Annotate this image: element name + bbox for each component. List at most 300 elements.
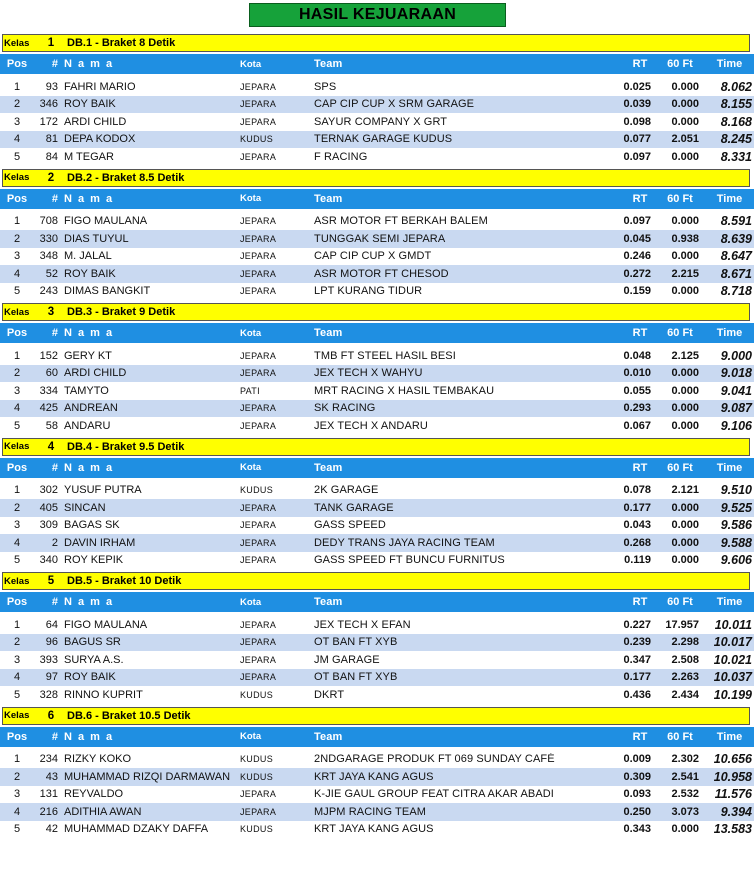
- results-list: [0, 34, 754, 838]
- sixty-ft-time-cell: 0.000: [671, 250, 699, 263]
- reaction-time-cell: 0.177: [623, 501, 651, 514]
- reaction-time-cell: 0.268: [623, 536, 651, 549]
- position-cell: 2: [13, 232, 21, 245]
- racer-name-cell: SURYA A.S.: [64, 653, 124, 666]
- city-cell: KUDUS: [240, 754, 274, 765]
- column-header-position: Pos: [6, 461, 28, 474]
- sixty-ft-time-cell: 0.000: [671, 285, 699, 298]
- racer-name-cell: M. JALAL: [64, 250, 112, 263]
- class-section: [0, 303, 754, 435]
- racer-name-cell: ROY KEPIK: [64, 554, 124, 567]
- racer-number-cell: 216: [39, 805, 58, 818]
- racer-name-cell: ARDI CHILD: [64, 115, 127, 128]
- city-cell: KUDUS: [240, 771, 274, 782]
- reaction-time-cell: 0.093: [623, 788, 651, 801]
- position-cell: 3: [13, 653, 21, 666]
- team-name-cell: ASR MOTOR FT BERKAH BALEM: [314, 215, 488, 228]
- position-cell: 3: [13, 519, 21, 532]
- finish-time-cell: 10.037: [713, 670, 752, 685]
- class-section: [0, 707, 754, 839]
- column-header-finish-time: Time: [716, 596, 743, 608]
- sixty-ft-time-cell: 0.000: [671, 402, 699, 415]
- racer-name-cell: BAGUS SR: [64, 636, 121, 649]
- racer-name-cell: MUHAMMAD RIZQI DARMAWAN: [64, 770, 231, 783]
- sixty-ft-time-cell: 0.000: [671, 150, 699, 163]
- table-row: [0, 382, 754, 400]
- class-title-bar: [2, 303, 750, 321]
- finish-time-cell: 9.041: [720, 383, 752, 398]
- racer-number-cell: 708: [39, 215, 58, 228]
- column-header-city: Kota: [240, 596, 262, 608]
- column-header-row: [0, 592, 754, 612]
- sixty-ft-time-cell: 0.000: [671, 115, 699, 128]
- column-header-row: [0, 458, 754, 478]
- finish-time-cell: 9.606: [720, 553, 752, 568]
- position-cell: 4: [13, 402, 21, 415]
- racer-name-cell: BAGAS SK: [64, 519, 120, 532]
- column-header-racer-name: N a m a: [64, 327, 114, 339]
- city-cell: JEPARA: [240, 99, 277, 110]
- table-row: [0, 634, 754, 652]
- column-header-finish-time: Time: [716, 730, 743, 743]
- column-header-reaction-time: RT: [632, 58, 648, 70]
- city-cell: JEPARA: [240, 520, 277, 531]
- table-row: [0, 751, 754, 769]
- column-header-position: Pos: [6, 327, 28, 339]
- finish-time-cell: 8.647: [720, 249, 752, 264]
- finish-time-cell: 8.718: [720, 284, 752, 299]
- racer-number-cell: 93: [45, 80, 58, 93]
- column-header-city: Kota: [240, 731, 262, 742]
- sixty-ft-time-cell: 0.000: [671, 554, 699, 567]
- sixty-ft-time-cell: 0.938: [671, 232, 699, 245]
- city-cell: JEPARA: [240, 216, 277, 227]
- sixty-ft-time-cell: 0.000: [671, 215, 699, 228]
- position-cell: 4: [13, 536, 21, 549]
- table-row: [0, 651, 754, 669]
- sixty-ft-time-cell: 3.073: [671, 805, 699, 818]
- city-cell: JEPARA: [240, 806, 277, 817]
- class-section: [0, 34, 754, 166]
- racer-number-cell: 340: [39, 554, 58, 567]
- city-cell: JEPARA: [240, 151, 277, 162]
- finish-time-cell: 9.394: [720, 804, 752, 819]
- finish-time-cell: 9.510: [720, 483, 752, 498]
- class-name: DB.1 - Braket 8 Detik: [67, 37, 176, 49]
- team-name-cell: SK RACING: [314, 402, 376, 415]
- reaction-time-cell: 0.309: [623, 770, 651, 783]
- class-number: 1: [47, 37, 55, 49]
- team-name-cell: MJPM RACING TEAM: [314, 805, 427, 818]
- column-header-racer-number: #: [51, 58, 58, 70]
- racer-name-cell: SINCAN: [64, 501, 106, 514]
- racer-number-cell: 405: [39, 501, 58, 514]
- position-cell: 5: [13, 688, 21, 701]
- position-cell: 4: [13, 267, 21, 280]
- column-header-row: [0, 54, 754, 74]
- reaction-time-cell: 0.177: [623, 671, 651, 684]
- team-name-cell: KRT JAYA KANG AGUS: [314, 770, 434, 783]
- position-cell: 2: [13, 636, 21, 649]
- table-row: [0, 686, 754, 704]
- reaction-time-cell: 0.119: [624, 554, 651, 567]
- city-cell: KUDUS: [240, 824, 274, 835]
- city-cell: PATI: [240, 385, 260, 396]
- position-cell: 2: [13, 770, 21, 783]
- table-row: [0, 786, 754, 804]
- table-row: [0, 78, 754, 96]
- reaction-time-cell: 0.436: [623, 688, 651, 701]
- racer-name-cell: ADITHIA AWAN: [64, 805, 142, 818]
- team-name-cell: MRT RACING X HASIL TEMBAKAU: [314, 384, 495, 397]
- city-cell: JEPARA: [240, 368, 277, 379]
- column-header-city: Kota: [240, 58, 262, 70]
- finish-time-cell: 10.958: [713, 769, 752, 784]
- racer-name-cell: REYVALDO: [64, 788, 124, 801]
- position-cell: 4: [13, 805, 21, 818]
- reaction-time-cell: 0.097: [623, 215, 651, 228]
- table-row: [0, 482, 754, 500]
- column-header-racer-number: #: [51, 461, 58, 474]
- city-cell: JEPARA: [240, 233, 277, 244]
- city-cell: JEPARA: [240, 81, 277, 92]
- team-name-cell: DKRT: [314, 688, 345, 701]
- racer-name-cell: TAMYTO: [64, 384, 109, 397]
- team-name-cell: JEX TECH X WAHYU: [314, 367, 423, 380]
- finish-time-cell: 9.586: [720, 518, 752, 533]
- city-cell: KUDUS: [240, 485, 274, 496]
- table-row: [0, 265, 754, 283]
- class-label: Kelas: [4, 172, 30, 183]
- class-title-bar: [2, 572, 750, 590]
- table-row: [0, 768, 754, 786]
- column-header-racer-number: #: [51, 730, 58, 743]
- team-name-cell: OT BAN FT XYB: [314, 671, 398, 684]
- class-title-bar: [2, 707, 750, 725]
- reaction-time-cell: 0.039: [623, 98, 651, 111]
- reaction-time-cell: 0.045: [623, 232, 651, 245]
- finish-time-cell: 10.199: [713, 687, 752, 702]
- column-header-racer-name: N a m a: [64, 461, 114, 474]
- table-row: [0, 248, 754, 266]
- class-label: Kelas: [4, 441, 30, 452]
- column-header-position: Pos: [6, 58, 28, 70]
- city-cell: JEPARA: [240, 403, 277, 414]
- city-cell: JEPARA: [240, 555, 277, 566]
- position-cell: 3: [13, 115, 21, 128]
- sixty-ft-time-cell: 2.532: [671, 788, 699, 801]
- position-cell: 1: [13, 618, 21, 631]
- reaction-time-cell: 0.077: [623, 133, 651, 146]
- racer-name-cell: ROY BAIK: [64, 671, 116, 684]
- table-row: [0, 365, 754, 383]
- column-header-racer-name: N a m a: [64, 58, 114, 70]
- table-row: [0, 131, 754, 149]
- reaction-time-cell: 0.009: [623, 753, 651, 766]
- class-label: Kelas: [4, 575, 30, 587]
- reaction-time-cell: 0.239: [623, 636, 651, 649]
- reaction-time-cell: 0.043: [623, 519, 651, 532]
- page-title: HASIL KEJUARAAN: [249, 3, 506, 27]
- team-name-cell: GASS SPEED: [314, 519, 386, 532]
- team-name-cell: DEDY TRANS JAYA RACING TEAM: [314, 536, 495, 549]
- table-row: [0, 803, 754, 821]
- column-header-reaction-time: RT: [632, 730, 648, 743]
- column-header-racer-number: #: [51, 192, 58, 205]
- sixty-ft-time-cell: 17.957: [665, 618, 699, 631]
- class-label: Kelas: [4, 306, 30, 318]
- table-row: [0, 517, 754, 535]
- finish-time-cell: 9.018: [720, 366, 752, 381]
- reaction-time-cell: 0.067: [623, 419, 651, 432]
- column-header-reaction-time: RT: [632, 192, 648, 205]
- class-label: Kelas: [4, 37, 30, 49]
- sixty-ft-time-cell: 2.434: [671, 688, 699, 701]
- finish-time-cell: 13.583: [713, 822, 752, 837]
- racer-name-cell: ARDI CHILD: [64, 367, 127, 380]
- class-title-bar: [2, 438, 750, 456]
- city-cell: JEPARA: [240, 116, 277, 127]
- column-header-team-name: Team: [314, 58, 343, 70]
- racer-name-cell: RINNO KUPRIT: [64, 688, 143, 701]
- team-name-cell: F RACING: [314, 150, 368, 163]
- city-cell: JEPARA: [240, 637, 277, 648]
- finish-time-cell: 10.017: [713, 635, 752, 650]
- position-cell: 3: [13, 384, 21, 397]
- class-section: [0, 438, 754, 570]
- class-title-bar: [2, 169, 750, 187]
- finish-time-cell: 8.331: [720, 149, 752, 164]
- position-cell: 5: [13, 419, 21, 432]
- column-header-sixty-ft-time: 60 Ft: [667, 730, 693, 743]
- city-cell: JEPARA: [240, 251, 277, 262]
- column-header-position: Pos: [6, 596, 28, 608]
- team-name-cell: SAYUR COMPANY X GRT: [314, 115, 448, 128]
- racer-name-cell: ROY BAIK: [64, 267, 116, 280]
- reaction-time-cell: 0.227: [623, 618, 651, 631]
- racer-number-cell: 243: [39, 285, 58, 298]
- finish-time-cell: 9.000: [720, 348, 752, 363]
- team-name-cell: JEX TECH X ANDARU: [314, 419, 428, 432]
- racer-name-cell: FIGO MAULANA: [64, 215, 148, 228]
- table-row: [0, 534, 754, 552]
- racer-number-cell: 84: [45, 150, 58, 163]
- team-name-cell: CAP CIP CUP X SRM GARAGE: [314, 98, 475, 111]
- position-cell: 1: [13, 215, 21, 228]
- racer-number-cell: 302: [39, 484, 58, 497]
- city-cell: JEPARA: [240, 672, 277, 683]
- reaction-time-cell: 0.272: [623, 267, 651, 280]
- team-name-cell: TANK GARAGE: [314, 501, 394, 514]
- sixty-ft-time-cell: 2.508: [671, 653, 699, 666]
- finish-time-cell: 9.525: [720, 500, 752, 515]
- racer-name-cell: FAHRI MARIO: [64, 80, 136, 93]
- racer-number-cell: 172: [39, 115, 58, 128]
- column-header-city: Kota: [240, 327, 262, 339]
- class-number: 5: [47, 575, 55, 587]
- finish-time-cell: 8.245: [720, 132, 752, 147]
- column-header-row: [0, 323, 754, 343]
- sixty-ft-time-cell: 2.051: [671, 133, 699, 146]
- racer-number-cell: 131: [39, 788, 58, 801]
- city-cell: JEPARA: [240, 268, 277, 279]
- class-title-bar: [2, 34, 750, 52]
- team-name-cell: ASR MOTOR FT CHESOD: [314, 267, 449, 280]
- class-label: Kelas: [4, 710, 30, 721]
- class-section: [0, 169, 754, 301]
- reaction-time-cell: 0.098: [623, 115, 651, 128]
- finish-time-cell: 8.155: [720, 97, 752, 112]
- class-name: DB.6 - Braket 10.5 Detik: [67, 709, 191, 722]
- column-header-reaction-time: RT: [632, 596, 648, 608]
- team-name-cell: 2K GARAGE: [314, 484, 379, 497]
- column-header-finish-time: Time: [716, 461, 743, 474]
- team-name-cell: TUNGGAK SEMI JEPARA: [314, 232, 446, 245]
- racer-name-cell: ANDARU: [64, 419, 111, 432]
- racer-number-cell: 309: [39, 519, 58, 532]
- sixty-ft-time-cell: 0.000: [671, 419, 699, 432]
- position-cell: 4: [13, 133, 21, 146]
- column-header-team-name: Team: [314, 730, 343, 743]
- racer-number-cell: 330: [39, 232, 58, 245]
- class-name: DB.3 - Braket 9 Detik: [67, 306, 176, 318]
- city-cell: JEPARA: [240, 537, 277, 548]
- racer-number-cell: 96: [45, 636, 58, 649]
- column-header-sixty-ft-time: 60 Ft: [667, 192, 693, 205]
- sixty-ft-time-cell: 2.215: [671, 267, 699, 280]
- finish-time-cell: 11.576: [714, 787, 752, 802]
- column-header-team-name: Team: [314, 461, 343, 474]
- column-header-finish-time: Time: [716, 58, 743, 70]
- class-number: 4: [47, 440, 55, 453]
- team-name-cell: JEX TECH X EFAN: [314, 618, 411, 631]
- column-header-position: Pos: [6, 192, 28, 205]
- reaction-time-cell: 0.343: [623, 823, 651, 836]
- sixty-ft-time-cell: 0.000: [671, 98, 699, 111]
- sixty-ft-time-cell: 0.000: [671, 80, 699, 93]
- racer-number-cell: 234: [39, 753, 58, 766]
- racer-name-cell: DEPA KODOX: [64, 133, 136, 146]
- racer-number-cell: 334: [39, 384, 58, 397]
- sixty-ft-time-cell: 0.000: [671, 519, 699, 532]
- column-header-team-name: Team: [314, 327, 343, 339]
- reaction-time-cell: 0.025: [623, 80, 651, 93]
- position-cell: 2: [13, 367, 21, 380]
- position-cell: 5: [13, 823, 21, 836]
- racer-name-cell: M TEGAR: [64, 150, 114, 163]
- racer-name-cell: DIAS TUYUL: [64, 232, 129, 245]
- racer-name-cell: ROY BAIK: [64, 98, 116, 111]
- city-cell: JEPARA: [240, 654, 277, 665]
- position-cell: 5: [13, 554, 21, 567]
- table-row: [0, 213, 754, 231]
- city-cell: JEPARA: [240, 350, 277, 361]
- finish-time-cell: 9.106: [720, 418, 752, 433]
- column-header-reaction-time: RT: [632, 461, 648, 474]
- column-header-row: [0, 727, 754, 747]
- table-row: [0, 347, 754, 365]
- column-header-row: [0, 189, 754, 209]
- table-row: [0, 230, 754, 248]
- sixty-ft-time-cell: 2.263: [671, 671, 699, 684]
- table-row: [0, 113, 754, 131]
- city-cell: JEPARA: [240, 502, 277, 513]
- reaction-time-cell: 0.055: [623, 384, 651, 397]
- racer-number-cell: 348: [39, 250, 58, 263]
- sixty-ft-time-cell: 2.541: [671, 770, 699, 783]
- racer-number-cell: 425: [39, 402, 58, 415]
- racer-number-cell: 60: [45, 367, 58, 380]
- position-cell: 1: [13, 484, 21, 497]
- column-header-city: Kota: [240, 462, 262, 473]
- sixty-ft-time-cell: 0.000: [671, 501, 699, 514]
- position-cell: 3: [13, 250, 21, 263]
- table-row: [0, 148, 754, 166]
- city-cell: JEPARA: [240, 286, 277, 297]
- column-header-racer-name: N a m a: [64, 596, 114, 608]
- team-name-cell: KRT JAYA KANG AGUS: [314, 823, 434, 836]
- team-name-cell: TMB FT STEEL HASIL BESI: [314, 349, 456, 362]
- racer-number-cell: 2: [51, 536, 58, 549]
- table-row: [0, 616, 754, 634]
- reaction-time-cell: 0.347: [623, 653, 651, 666]
- racer-number-cell: 43: [45, 770, 58, 783]
- reaction-time-cell: 0.293: [623, 402, 651, 415]
- reaction-time-cell: 0.010: [623, 367, 651, 380]
- finish-time-cell: 9.087: [720, 401, 752, 416]
- racer-name-cell: ANDREAN: [64, 402, 118, 415]
- team-name-cell: GASS SPEED FT BUNCU FURNITUS: [314, 554, 505, 567]
- column-header-racer-name: N a m a: [64, 730, 114, 743]
- table-row: [0, 417, 754, 435]
- sixty-ft-time-cell: 2.298: [671, 636, 699, 649]
- column-header-reaction-time: RT: [632, 327, 648, 339]
- reaction-time-cell: 0.246: [623, 250, 651, 263]
- column-header-team-name: Team: [314, 596, 343, 608]
- position-cell: 5: [13, 285, 21, 298]
- city-cell: JEPARA: [240, 789, 277, 800]
- reaction-time-cell: 0.048: [623, 349, 651, 362]
- finish-time-cell: 8.639: [720, 231, 752, 246]
- position-cell: 3: [13, 788, 21, 801]
- column-header-finish-time: Time: [716, 327, 743, 339]
- sixty-ft-time-cell: 2.121: [671, 484, 699, 497]
- sixty-ft-time-cell: 0.000: [671, 384, 699, 397]
- racer-number-cell: 97: [45, 671, 58, 684]
- table-row: [0, 552, 754, 570]
- reaction-time-cell: 0.097: [623, 150, 651, 163]
- table-row: [0, 669, 754, 687]
- finish-time-cell: 9.588: [720, 535, 752, 550]
- team-name-cell: JM GARAGE: [314, 653, 380, 666]
- class-number: 6: [47, 709, 55, 722]
- table-row: [0, 283, 754, 301]
- column-header-racer-number: #: [51, 327, 58, 339]
- racer-number-cell: 64: [45, 618, 58, 631]
- class-number: 2: [47, 171, 55, 184]
- table-row: [0, 96, 754, 114]
- position-cell: 1: [13, 349, 21, 362]
- sixty-ft-time-cell: 0.000: [671, 367, 699, 380]
- table-row: [0, 400, 754, 418]
- team-name-cell: LPT KURANG TIDUR: [314, 285, 423, 298]
- racer-name-cell: GERY KT: [64, 349, 112, 362]
- city-cell: KUDUS: [240, 134, 274, 145]
- class-name: DB.5 - Braket 10 Detik: [67, 575, 182, 587]
- racer-name-cell: DAVIN IRHAM: [64, 536, 136, 549]
- finish-time-cell: 10.011: [714, 617, 752, 632]
- sixty-ft-time-cell: 2.302: [671, 753, 699, 766]
